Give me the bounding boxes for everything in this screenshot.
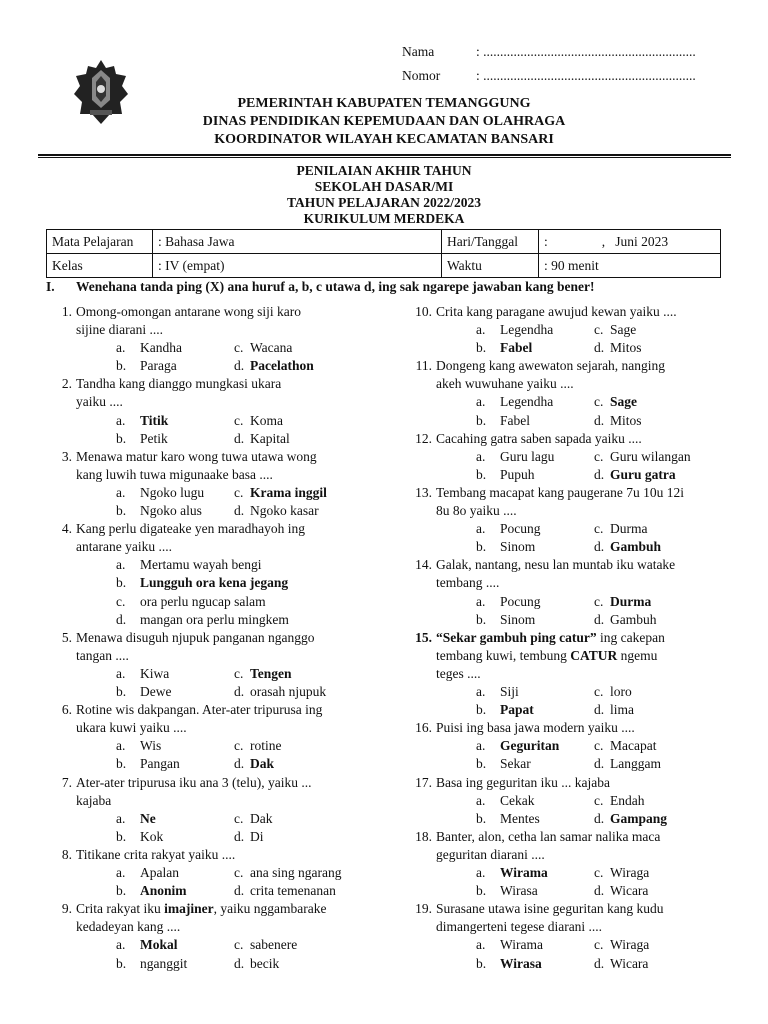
option-letter: b. bbox=[476, 883, 487, 899]
header-line-2: DINAS PENDIDIKAN KEPEMUDAAN DAN OLAHRAGA bbox=[202, 114, 566, 129]
option-letter: c. bbox=[594, 448, 604, 464]
option-letter: d. bbox=[234, 756, 245, 772]
option-text: Fabel bbox=[500, 412, 530, 428]
header-line-1: PEMERINTAH KABUPATEN TEMANGGUNG bbox=[237, 96, 531, 111]
question-number: 8. bbox=[61, 847, 72, 862]
option-text: Ngoko lugu bbox=[140, 484, 205, 500]
exam-title-1: PENILAIAN AKHIR TAHUN bbox=[296, 163, 472, 178]
option-letter: a. bbox=[116, 557, 126, 573]
question-text-line: Banter, alon, cetha lan samar nalika maca bbox=[436, 828, 661, 844]
option-text: Legendha bbox=[500, 322, 554, 338]
option-text: Siji bbox=[500, 684, 519, 700]
option-letter: a. bbox=[476, 865, 486, 881]
option-text: Sage bbox=[610, 394, 637, 410]
option-text: Wacana bbox=[250, 340, 293, 356]
question-number: 16. bbox=[415, 720, 432, 736]
option-letter: b. bbox=[476, 412, 487, 428]
question-text-line: tembang .... bbox=[436, 575, 500, 591]
option-letter: b. bbox=[476, 702, 487, 718]
question-text-bold: CATUR bbox=[570, 647, 618, 663]
question-text-line: tangan .... bbox=[76, 647, 129, 663]
question-number: 5. bbox=[61, 629, 72, 645]
option-text: Di bbox=[250, 828, 264, 844]
question-number: 3. bbox=[61, 448, 72, 464]
option-text: Papat bbox=[500, 702, 534, 718]
option-text: Pocung bbox=[500, 593, 541, 609]
name-field bbox=[402, 44, 696, 60]
option-text: Apalan bbox=[140, 865, 179, 881]
option-text: rotine bbox=[250, 738, 282, 754]
option-letter: c. bbox=[594, 593, 604, 609]
question-number: 11. bbox=[415, 358, 432, 374]
option-text: Anonim bbox=[140, 883, 187, 899]
question-text-line: Tembang macapat kang paugerane 7u 10u 12i bbox=[436, 485, 684, 500]
option-text: Kandha bbox=[140, 340, 182, 356]
option-text: ora perlu ngucap salam bbox=[140, 593, 266, 609]
option-letter: d. bbox=[594, 466, 605, 482]
header-divider bbox=[38, 154, 731, 156]
option-letter: b. bbox=[476, 539, 487, 555]
question-text-line: Galak, nantang, nesu lan muntab iku watake bbox=[436, 557, 676, 573]
question-text-line: yaiku .... bbox=[76, 394, 123, 410]
option-letter: d. bbox=[234, 358, 245, 374]
question-text-line: antarane yaiku .... bbox=[76, 539, 172, 555]
option-letter: a. bbox=[116, 738, 126, 754]
option-letter: d. bbox=[594, 702, 605, 718]
option-letter: b. bbox=[476, 810, 487, 826]
option-letter: d. bbox=[594, 539, 605, 555]
option-letter: b. bbox=[116, 575, 127, 591]
option-text: Dak bbox=[250, 810, 273, 826]
option-letter: a. bbox=[116, 665, 126, 681]
option-letter: b. bbox=[116, 684, 127, 700]
question-number: 1. bbox=[61, 304, 72, 319]
date-value: : , Juni 2023 bbox=[539, 230, 721, 254]
instruction-text: Wenehana tanda ping (X) ana huruf a, b, c utawa d, ing sak ngarepe jawaban kang bener! bbox=[76, 279, 595, 294]
option-text: Wiraga bbox=[610, 937, 650, 953]
option-letter: d. bbox=[594, 412, 605, 428]
question-number: 15. bbox=[415, 629, 432, 645]
option-text: Wis bbox=[140, 738, 162, 754]
option-letter: b. bbox=[476, 955, 487, 971]
option-letter: d. bbox=[594, 756, 605, 772]
option-text: Pacelathon bbox=[250, 358, 314, 374]
question-text-line bbox=[436, 629, 665, 647]
option-text: Pupuh bbox=[500, 466, 535, 482]
name-value: : ............................................................... bbox=[476, 44, 696, 59]
time-value: : 90 menit bbox=[539, 254, 721, 278]
question-number: 17. bbox=[415, 774, 432, 790]
option-text: Wirama bbox=[500, 865, 548, 881]
question-text-bold: “Sekar gambuh ping catur” bbox=[436, 629, 597, 645]
option-letter: a. bbox=[476, 684, 486, 700]
option-text: loro bbox=[610, 684, 632, 700]
question-text-line: Dongeng kang awewaton sejarah, nanging bbox=[436, 358, 666, 374]
option-text: Sage bbox=[610, 322, 637, 338]
number-label: Nomor bbox=[402, 68, 441, 83]
question-text-line: Tandha kang dianggo mungkasi ukara bbox=[76, 376, 282, 392]
option-letter: a. bbox=[476, 738, 486, 754]
question-text-line: Menawa disuguh njupuk panganan nganggo bbox=[76, 629, 315, 645]
option-letter: d. bbox=[234, 955, 245, 971]
option-text: Gampang bbox=[610, 810, 668, 826]
question-number: 12. bbox=[415, 430, 432, 446]
option-text: Tengen bbox=[250, 665, 292, 681]
question-text-line: Kang perlu digateake yen maradhayoh ing bbox=[76, 521, 306, 537]
option-letter: c. bbox=[234, 412, 244, 428]
option-text: Kapital bbox=[250, 430, 290, 446]
option-letter: a. bbox=[476, 448, 486, 464]
option-text: Gambuh bbox=[610, 539, 662, 555]
question-number: 19. bbox=[415, 901, 432, 917]
option-letter: c. bbox=[116, 593, 126, 609]
question-text-line: akeh wuwuhane yaiku .... bbox=[436, 376, 574, 392]
question-number: 2. bbox=[61, 376, 72, 392]
option-text: Wirasa bbox=[500, 883, 538, 899]
question-text-line: teges .... bbox=[436, 665, 481, 681]
question-number: 10. bbox=[415, 304, 432, 319]
question-number: 13. bbox=[415, 485, 432, 500]
question-text-line: geguritan diarani .... bbox=[436, 846, 545, 862]
option-letter: a. bbox=[116, 865, 126, 881]
option-text: Titik bbox=[140, 412, 169, 428]
option-letter: c. bbox=[594, 521, 604, 537]
option-text: Geguritan bbox=[500, 738, 560, 754]
option-letter: c. bbox=[594, 792, 604, 808]
question-text-line: Omong-omongan antarane wong siji karo bbox=[76, 304, 301, 319]
option-text: Krama inggil bbox=[250, 484, 327, 500]
option-text: Guru wilangan bbox=[610, 448, 691, 464]
instruction bbox=[46, 279, 595, 295]
option-text: Pangan bbox=[140, 756, 180, 772]
option-text: Wirama bbox=[500, 937, 543, 953]
number-field bbox=[402, 68, 696, 84]
option-text: Mentes bbox=[500, 810, 540, 826]
option-text: Ngoko alus bbox=[140, 503, 202, 519]
question-text: Crita rakyat iku bbox=[76, 901, 165, 917]
question-text-line: Ater-ater tripurusa iku ana 3 (telu), yaiku ... bbox=[76, 774, 312, 790]
option-text: sabenere bbox=[250, 937, 298, 953]
option-text: Cekak bbox=[500, 792, 535, 808]
option-text: Petik bbox=[140, 430, 168, 446]
exam-title-2: SEKOLAH DASAR/MI bbox=[314, 179, 454, 194]
option-letter: b. bbox=[476, 611, 487, 627]
option-text: lima bbox=[610, 702, 634, 718]
option-text: Guru gatra bbox=[610, 466, 676, 482]
option-letter: a. bbox=[476, 792, 486, 808]
option-letter: d. bbox=[594, 340, 605, 356]
question-number: 18. bbox=[415, 828, 432, 844]
question-number: 14. bbox=[415, 557, 432, 573]
option-letter: d. bbox=[234, 430, 245, 446]
question-text: ngemu bbox=[617, 647, 658, 663]
option-letter: d. bbox=[234, 684, 245, 700]
time-label: Waktu bbox=[442, 254, 539, 278]
option-letter: c. bbox=[594, 865, 604, 881]
option-text: Macapat bbox=[610, 738, 657, 754]
question-text-line: Basa ing geguritan iku ... kajaba bbox=[436, 774, 610, 790]
exam-info-table bbox=[46, 229, 721, 278]
option-letter: c. bbox=[594, 322, 604, 338]
option-letter: b. bbox=[476, 466, 487, 482]
question-text-line: Puisi ing basa jawa modern yaiku .... bbox=[436, 720, 635, 736]
option-letter: a. bbox=[116, 937, 126, 953]
question-text: tembang kuwi, tembung bbox=[436, 647, 571, 663]
option-letter: d. bbox=[594, 810, 605, 826]
option-letter: c. bbox=[234, 340, 244, 356]
option-text: Endah bbox=[610, 792, 645, 808]
option-text: Wiraga bbox=[610, 865, 650, 881]
option-text: Dewe bbox=[140, 684, 172, 700]
option-letter: c. bbox=[234, 484, 244, 500]
option-letter: b. bbox=[116, 503, 127, 519]
option-text: Legendha bbox=[500, 394, 554, 410]
question-text-line: Cacahing gatra saben sapada yaiku .... bbox=[436, 430, 642, 446]
option-letter: b. bbox=[476, 340, 487, 356]
option-text: Mitos bbox=[610, 412, 642, 428]
date-label: Hari/Tanggal bbox=[442, 230, 539, 254]
option-text: Guru lagu bbox=[500, 448, 555, 464]
question-text-line: Menawa matur karo wong tuwa utawa wong bbox=[76, 448, 317, 464]
option-letter: d. bbox=[234, 883, 245, 899]
question-number: 4. bbox=[61, 521, 72, 537]
option-letter: a. bbox=[116, 340, 126, 356]
instruction-number: I. bbox=[46, 279, 55, 294]
option-text: Mitos bbox=[610, 340, 642, 356]
header-divider-thin bbox=[38, 157, 731, 158]
option-letter: d. bbox=[116, 611, 127, 627]
option-letter: a. bbox=[476, 593, 486, 609]
question-text-bold: imajiner bbox=[164, 901, 214, 917]
option-text: Dak bbox=[250, 756, 275, 772]
question-text-line bbox=[436, 647, 657, 665]
option-text: Ne bbox=[140, 810, 156, 826]
option-letter: b. bbox=[476, 756, 487, 772]
option-text: Sekar bbox=[500, 756, 531, 772]
header-line-3: KOORDINATOR WILAYAH KECAMATAN BANSARI bbox=[214, 132, 554, 147]
name-label: Nama bbox=[402, 44, 435, 59]
option-letter: c. bbox=[594, 394, 604, 410]
option-text: Sinom bbox=[500, 539, 536, 555]
question-text-line bbox=[76, 900, 326, 918]
option-text: Sinom bbox=[500, 611, 536, 627]
question-text-line: kang luwih tuwa migunaake basa .... bbox=[76, 466, 273, 482]
number-value: : ............................................................... bbox=[476, 68, 696, 83]
option-text: Lungguh ora kena jegang bbox=[140, 575, 289, 591]
option-letter: d. bbox=[234, 828, 245, 844]
option-letter: b. bbox=[116, 358, 127, 374]
option-letter: c. bbox=[594, 738, 604, 754]
option-letter: a. bbox=[476, 322, 486, 338]
option-text: Mertamu wayah bengi bbox=[140, 557, 262, 573]
option-text: Wicara bbox=[610, 955, 649, 971]
question-number: 7. bbox=[61, 774, 72, 790]
option-text: Wicara bbox=[610, 883, 649, 899]
question-text-line: Titikane crita rakyat yaiku .... bbox=[76, 847, 236, 862]
option-letter: c. bbox=[594, 937, 604, 953]
option-letter: a. bbox=[476, 521, 486, 537]
option-text: Mokal bbox=[140, 937, 178, 953]
question-text: , yaiku nggambarake bbox=[213, 901, 327, 917]
option-text: ana sing ngarang bbox=[250, 865, 342, 881]
class-label: Kelas bbox=[47, 254, 153, 278]
option-letter: b. bbox=[116, 955, 127, 971]
question-text-line: Crita kang paragane awujud kewan yaiku .... bbox=[436, 304, 677, 319]
option-letter: b. bbox=[116, 430, 127, 446]
option-text: Fabel bbox=[500, 340, 533, 356]
class-value: : IV (empat) bbox=[153, 254, 442, 278]
option-text: Kiwa bbox=[140, 665, 170, 681]
option-text: Kok bbox=[140, 828, 164, 844]
question-text-line: 8u 8o yaiku .... bbox=[436, 503, 517, 519]
option-letter: a. bbox=[116, 412, 126, 428]
question-text: ing cakepan bbox=[596, 629, 665, 645]
option-letter: c. bbox=[234, 937, 244, 953]
option-text: Paraga bbox=[140, 358, 177, 374]
question-number: 6. bbox=[61, 702, 72, 718]
question-text-line: dimangerteni tegese diarani .... bbox=[436, 919, 603, 935]
question-number: 9. bbox=[61, 901, 72, 917]
option-text: Langgam bbox=[610, 756, 661, 772]
option-letter: a. bbox=[116, 484, 126, 500]
option-letter: b. bbox=[116, 828, 127, 844]
info-row-subject bbox=[47, 230, 721, 254]
question-text-line: ukara kuwi yaiku .... bbox=[76, 720, 187, 736]
exam-title-4: KURIKULUM MERDEKA bbox=[303, 211, 465, 226]
option-text: Koma bbox=[250, 412, 283, 428]
subject-value: : Bahasa Jawa bbox=[153, 230, 442, 254]
question-text-line: kedadeyan kang .... bbox=[76, 919, 181, 935]
option-letter: a. bbox=[476, 394, 486, 410]
option-letter: c. bbox=[234, 665, 244, 681]
exam-title-3: TAHUN PELAJARAN 2022/2023 bbox=[286, 195, 481, 210]
option-letter: d. bbox=[594, 955, 605, 971]
option-letter: b. bbox=[116, 756, 127, 772]
question-text-line: kajaba bbox=[76, 792, 112, 808]
option-letter: a. bbox=[476, 937, 486, 953]
option-text: Wirasa bbox=[500, 955, 542, 971]
option-text: mangan ora perlu mingkem bbox=[140, 611, 289, 627]
option-text: Pocung bbox=[500, 521, 541, 537]
option-letter: d. bbox=[234, 503, 245, 519]
option-letter: c. bbox=[234, 865, 244, 881]
option-letter: a. bbox=[116, 810, 126, 826]
option-text: orasah njupuk bbox=[250, 684, 327, 700]
option-letter: c. bbox=[234, 810, 244, 826]
option-text: Durma bbox=[610, 593, 652, 609]
option-text: Gambuh bbox=[610, 611, 657, 627]
subject-label: Mata Pelajaran bbox=[47, 230, 153, 254]
option-letter: d. bbox=[594, 883, 605, 899]
option-text: becik bbox=[250, 955, 280, 971]
question-text-line: Surasane utawa isine geguritan kang kudu bbox=[436, 901, 664, 917]
option-letter: d. bbox=[594, 611, 605, 627]
question-text-line: sijine diarani .... bbox=[76, 322, 163, 338]
option-letter: c. bbox=[234, 738, 244, 754]
info-row-class bbox=[47, 254, 721, 278]
option-text: Durma bbox=[610, 521, 648, 537]
option-text: Ngoko kasar bbox=[250, 503, 319, 519]
option-letter: c. bbox=[594, 684, 604, 700]
option-text: crita temenanan bbox=[250, 883, 336, 899]
option-letter: b. bbox=[116, 883, 127, 899]
option-text: nganggit bbox=[140, 955, 188, 971]
question-text-line: Rotine wis dakpangan. Ater-ater tripurusa ing bbox=[76, 702, 323, 718]
